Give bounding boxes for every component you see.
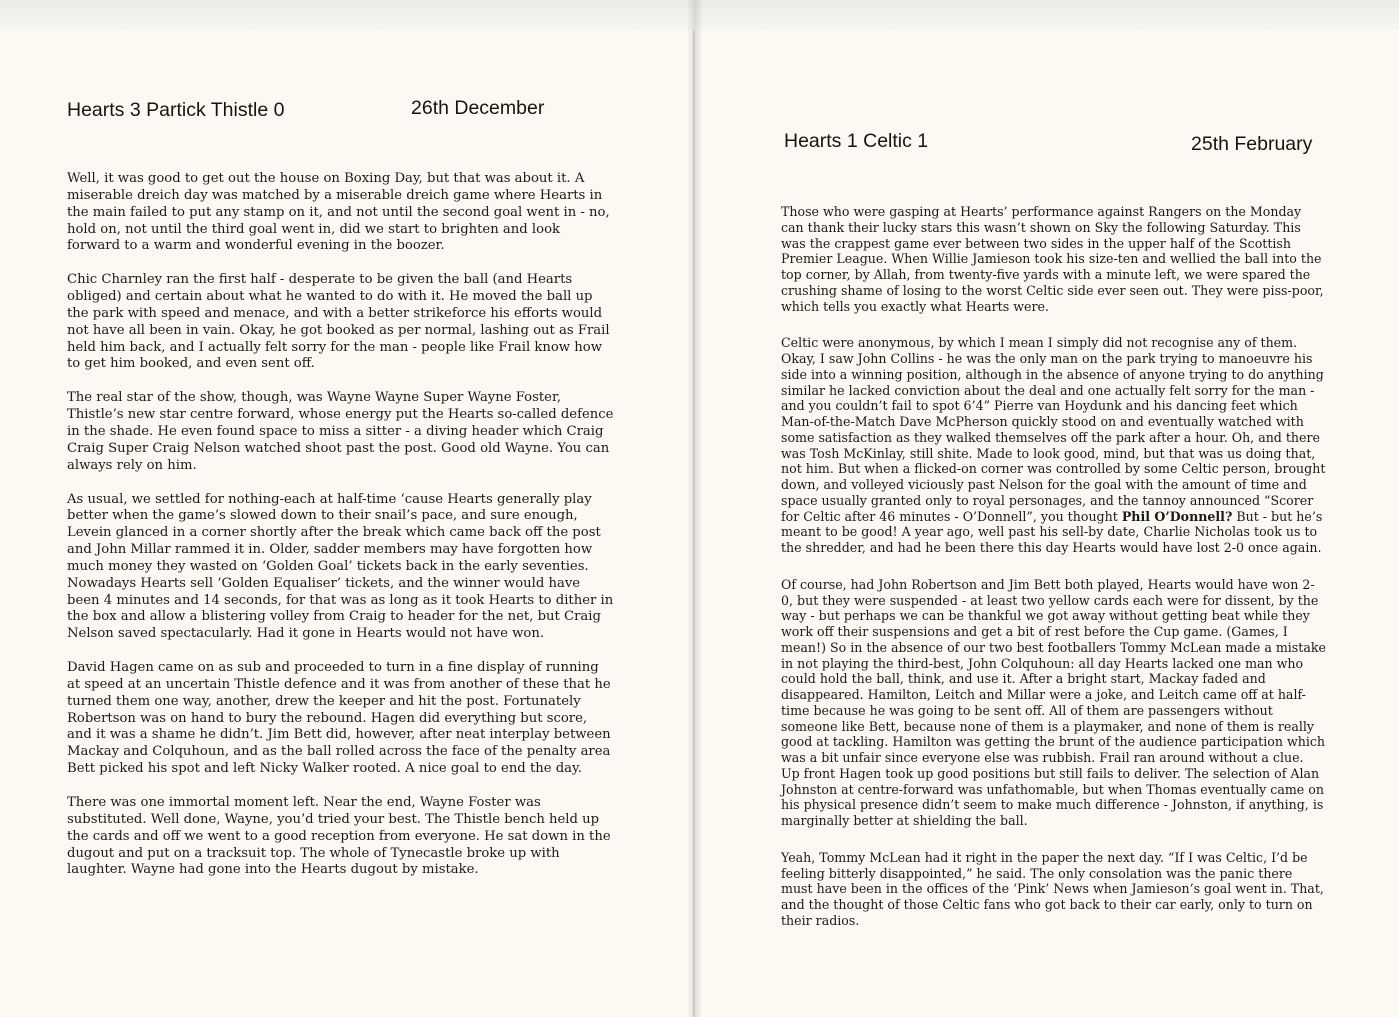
right-match-title: Hearts 1 Celtic 1: [784, 130, 929, 152]
left-paragraph-3: The real star of the show, though, was Wayne Wayne Super Wayne Foster, Thistle’s new star centre forward, whose energy put the Hearts so-called defence in the shade. He even found space to miss a sitter - a diving header which Craig Craig Super Craig Nelson watched shoot past the post. Good old Wayne. You can always rely on him.: [67, 390, 614, 473]
left-paragraph-4: As usual, we settled for nothing-each at half-time ‘cause Hearts generally play better when the game’s slowed down to their snail’s pace, and sure enough, Levein glanced in a corner shortly after the break which came back off the post and John Millar rammed it in. Older, sadder members may have forgotten how much money they wasted on ‘Golden Goal’ tickets back in the early seventies. Nowadays Hearts sell ‘Golden Equaliser’ tickets, and the winner would have been 4 minutes and 14 seconds, for that was as long as it took Hearts to dither in the box and allow a blistering volley from Craig to header for the net, but Craig Nelson saved spectacularly. Had it gone in Hearts would not have won.: [67, 491, 614, 642]
left-article-body: [67, 171, 615, 896]
right-paragraph-2-bold: Phil O’Donnell?: [1121, 508, 1233, 524]
right-article-body: [781, 204, 1326, 950]
right-paragraph-3: Of course, had John Robertson and Jim Bett both played, Hearts would have won 2-0, but they were suspended - at least two yellow cards each were for dissent, by the way - but perhaps we can be thankful we got away without getting beat while they work off their suspensions and get a bit of rest before the Cup game. (Games, I mean!) So in the absence of our two best footballers Tommy McLean made a mistake in not playing the third-best, John Colquhoun: all day Hearts lacked one man who could hold the ball, think, and use it. After a bright start, Mackay faded and disappeared. Hamilton, Leitch and Millar were a joke, and Leitch came off at half-time because he was going to be sent off. All of them are passengers without someone like Bett, because none of them is a playmaker, and none of them is really good at tackling. Hamilton was getting the brunt of the audience participation which was a bit unfair since everyone else was rubbish. Frail ran around without a clue. Up front Hagen took up good positions but still fails to deliver. The selection of Alan Johnston at centre-forward was unfathomable, but when Thomas eventually came on his physical presence didn’t seem to make much difference - Johnston, if anything, is marginally better at shielding the ball.: [781, 576, 1326, 828]
left-paragraph-1: Well, it was good to get out the house on Boxing Day, but that was about it. A miserable dreich day was matched by a miserable dreich game where Hearts in the main failed to put any stamp on it, and not until the second goal went in - no, hold on, not until the third goal went in, did we start to brighten and look forward to a warm and wonderful evening in the boozer.: [67, 171, 610, 254]
right-paragraph-4: Yeah, Tommy McLean had it right in the paper the next day. “If I was Celtic, I’d be feeling bitterly disappointed,” he said. The only consolation was the panic there must have been in the offices of the ‘Pink’ News when Jamieson’s goal went in. That, and the thought of those Celtic fans who got back to their car early, only to turn on their radios.: [781, 849, 1324, 928]
right-paragraph-2-tail: But - but he’s meant to be good! A year ago, well past his sell-by date, Charlie Nicholas took us to the shredder, and had he been there this day Hearts would have lost 2-0 once again.: [781, 508, 1323, 555]
right-paragraph-2: [781, 335, 1326, 556]
left-paragraph-2: Chic Charnley ran the first half - desperate to be given the ball (and Hearts obliged) and certain about what he wanted to do with it. He moved the ball up the park with speed and menace, and with a better strikeforce his efforts would not have all been in vain. Okay, he got booked as per normal, lashing out as Frail held him back, and I actually felt sorry for the man - people like Frail know how to get him booked, and even sent off.: [67, 272, 610, 372]
left-paragraph-5: David Hagen came on as sub and proceeded to turn in a fine display of running at speed at an uncertain Thistle defence and it was from another of these that he turned them one way, another, drew the keeper and hit the post. Fortunately Robertson was on hand to bury the rebound. Hagen did everything but score, and it was a shame he didn’t. Jim Bett did, however, after neat interplay between Mackay and Colquhoun, and as the ball rolled across the face of the penalty area Bett picked his spot and left Nicky Walker rooted. A nice goal to end the day.: [67, 660, 611, 777]
left-match-title: Hearts 3 Partick Thistle 0: [67, 99, 285, 121]
left-paragraph-6: There was one immortal moment left. Near the end, Wayne Foster was substituted. Well done, Wayne, you’d tried your best. The Thistle bench held up the cards and off we went to a good reception from everyone. He sat down in the dugout and put on a tracksuit top. The whole of Tynecastle broke up with laughter. Wayne had gone into the Hearts dugout by mistake.: [67, 795, 611, 878]
right-paragraph-2-main: Celtic were anonymous, by which I mean I simply did not recognise any of them. Okay, I saw John Collins - he was the only man on the park trying to manoeuvre his side into a winning position, although in the absence of anyone trying to do anything similar he lacked conviction about the deal and one actually felt sorry for the man - and you couldn’t fail to spot 6’4” Pierre van Hoydunk and his dancing feet which Man-of-the-Match Dave McPherson quickly stood on and eventually watched with some satisfaction as they walked themselves off the park after a hour. Oh, and there was Tosh McKinlay, still shite. Made to look good, mind, but that was us doing that, not him. But when a flicked-on corner was controlled by some Celtic person, brought down, and volleyed viciously past Nelson for the goal with the amount of time and space usually granted only to royal personages, and the tannoy announced “Scorer for Celtic after 46 minutes - O’Donnell”, you thought: [781, 335, 1326, 524]
right-match-date: 25th February: [1191, 133, 1313, 155]
left-match-date: 26th December: [411, 97, 545, 119]
right-paragraph-1: Those who were gasping at Hearts’ performance against Rangers on the Monday can thank their lucky stars this wasn’t shown on Sky the following Saturday. This was the crappest game ever between two sides in the upper half of the Scottish Premier League. When Willie Jamieson took his size-ten and wellied the ball into the top corner, by Allah, from twenty-five yards with a minute left, we were spared the crushing shame of losing to the worst Celtic side ever seen out. They were piss-poor, which tells you exactly what Hearts were.: [781, 204, 1324, 314]
